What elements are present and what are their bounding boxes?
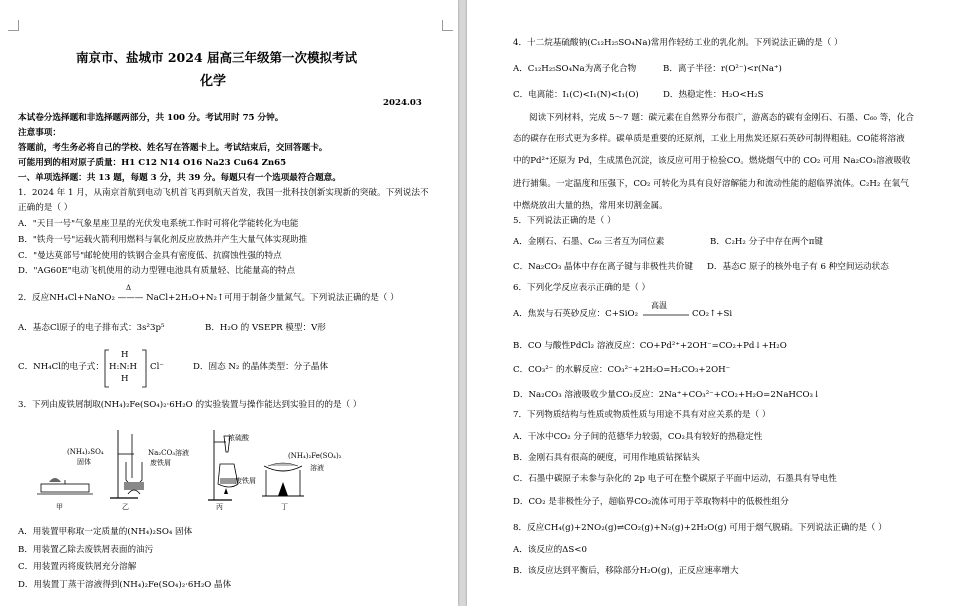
q3-option-d: D．用装置丁蒸干溶液得到(NH₄)₂Fe(SO₄)₂·6H₂O 晶体 xyxy=(18,580,232,590)
electron-dot-brackets xyxy=(104,349,148,389)
ding-reagent-label: (NH₄)₂Fe(SO₄)₂ xyxy=(288,452,342,460)
notice-body: 答题前，考生务必将自己的学校、姓名写在答题卡上。考试结束后，交回答题卡。 xyxy=(18,143,328,153)
q6-condition: 高温 xyxy=(651,301,667,310)
q5-option-a: A．金刚石、石墨、C₆₀ 三者互为同位素 xyxy=(513,237,665,247)
page-corner-mark xyxy=(442,20,453,31)
q6-stem: 6．下列化学反应表示正确的是（ ） xyxy=(513,283,651,293)
q2-option-d: D．固态 N₂ 的晶体类型：分子晶体 xyxy=(193,362,329,372)
jia-reagent-label: (NH₄)₂SO₄ xyxy=(67,448,104,456)
q8-stem: 8．反应CH₄(g)+2NO₂(g)⇌CO₂(g)+N₂(g)+2H₂O(g) 可用于烟气脱硝。下列说法正确的是（ ） xyxy=(513,523,887,533)
q3-option-b: B．用装置乙除去废铁屑表面的油污 xyxy=(18,545,154,555)
electron-dot-middle: H:N:H xyxy=(109,362,137,372)
document-page-right xyxy=(467,0,969,606)
yi-reagent-label: Na₂CO₃溶液 xyxy=(148,449,190,457)
q4-stem: 4．十二烷基硫酸钠(C₁₂H₂₅SO₄Na)常用作轻纺工业的乳化剂。下列说法正确的是（ ） xyxy=(513,38,843,48)
q6-option-d: D．Na₂CO₃ 溶液吸收少量CO₂反应：2Na⁺+CO₃²⁻+CO₂+H₂O=2NaHCO₃↓ xyxy=(513,390,821,400)
exam-info: 本试卷分选择题和非选择题两部分，共 100 分。考试用时 75 分钟。 xyxy=(18,113,284,123)
q5-option-c: C．Na₂CO₃ 晶体中存在离子键与非极性共价键 xyxy=(513,262,693,272)
q1-stem: 1．2024 年 1 月，从南京首航到电动飞机首飞再到航天首发，我国一批科技创新实现新的突破。下列说法不 xyxy=(18,188,429,198)
q6-option-a: A．焦炭与石英砂反应：C+SiO₂ xyxy=(513,309,639,319)
q1-option-d: D．"AG60E"电动飞机使用的动力型锂电池具有质量轻、比能量高的特点 xyxy=(18,266,296,276)
q7-option-a: A．干冰中CO₂ 分子间的范德华力较弱，CO₂具有较好的热稳定性 xyxy=(513,432,763,442)
q1-option-b: B．"铁舟一号"运载火箭利用燃料与氧化剂反应放热并产生大量气体实现助推 xyxy=(18,235,308,245)
exam-date: 2024.03 xyxy=(383,98,422,108)
q5-option-d: D．基态C 原子的核外电子有 6 种空间运动状态 xyxy=(707,262,889,272)
q6-reaction-arrow-line xyxy=(643,313,689,317)
q5-stem: 5．下列说法正确的是（ ） xyxy=(513,216,616,226)
reading-paragraph-line: 中的Pd²⁺还原为 Pd，生成黑色沉淀，该反应可用于检验CO。燃烧烟气中的 CO₂ 可用 Na₂CO₃溶液吸收 xyxy=(513,156,911,166)
bing-reagent-label: 浓硫酸 xyxy=(228,434,249,442)
electron-dot-top-h: H xyxy=(121,350,129,360)
q1-stem-cont: 正确的是（ ） xyxy=(18,203,73,213)
atomic-mass-line: 可能用到的相对原子质量：H1 C12 N14 O16 Na23 Cu64 Zn65 xyxy=(18,158,287,168)
ding-caption: 丁 xyxy=(281,503,288,511)
q7-option-c: C．石墨中碳原子未参与杂化的 2p 电子可在整个碳原子平面中运动，石墨具有导电性 xyxy=(513,474,837,484)
reading-paragraph-line: 中燃烧放出大量的热，常用来切割金属。 xyxy=(513,201,668,211)
q2-option-a: A．基态Cl原子的电子排布式：3s²3p⁵ xyxy=(18,323,165,333)
exam-title: 南京市、盐城市 2024 届高三年级第一次模拟考试 xyxy=(76,50,357,65)
document-page-left xyxy=(0,0,458,606)
jia-caption: 甲 xyxy=(56,503,63,511)
q5-option-b: B．C₂H₂ 分子中存在两个π键 xyxy=(710,237,823,247)
q6-option-a-products: CO₂↑+Si xyxy=(692,309,733,319)
q3-option-c: C．用装置丙将废铁屑充分溶解 xyxy=(18,562,137,572)
q8-option-b: B．该反应达到平衡后，移除部分H₂O(g)，正反应速率增大 xyxy=(513,566,739,576)
notice-heading: 注意事项： xyxy=(18,128,61,138)
q8-option-a: A．该反应的ΔS<0 xyxy=(513,545,587,555)
q1-option-c: C．"曼达莫部号"邮轮使用的铁钢合金具有密度低、抗腐蚀性强的特点 xyxy=(18,251,282,261)
reading-paragraph-line: 进行捕集。一定温度和压强下，CO₂ 可转化为具有良好溶解能力和流动性能的超临界流体。C₂H₂ 在氧气 xyxy=(513,179,909,189)
reading-paragraph-line: 态的碳存在形式更为多样。碳单质是重要的还原剂，工业上用焦炭还原石英砂可制得粗硅。CO能将溶液 xyxy=(513,134,905,144)
q1-option-a: A．"天目一号"气象星座卫星的光伏发电系统工作时可将化学能转化为电能 xyxy=(18,219,299,229)
q2-option-c: C．NH₄Cl的电子式： xyxy=(18,362,104,372)
q7-option-d: D．CO₂ 是非极性分子，超临界CO₂流体可用于萃取物料中的低极性组分 xyxy=(513,497,789,507)
q6-option-c: C．CO₃²⁻ 的水解反应：CO₃²⁻+2H₂O=H₂CO₃+2OH⁻ xyxy=(513,365,731,375)
subject-title: 化学 xyxy=(200,74,227,89)
q4-option-b: B．离子半径：r(O²⁻)<r(Na⁺) xyxy=(663,64,782,74)
q3-stem: 3．下列由废铁屑制取(NH₄)₂Fe(SO₄)₂·6H₂O 的实验装置与操作能达到实验目的的是（ ） xyxy=(18,400,362,410)
q3-option-a: A．用装置甲称取一定质量的(NH₄)₂SO₄ 固体 xyxy=(18,527,193,537)
reading-paragraph-line: 阅读下列材料，完成 5～7 题：碳元素在自然界分布很广，游离态的碳有金刚石、石墨、C₆₀ 等，化合 xyxy=(529,113,914,123)
q4-option-c: C．电离能：I₁(C)<I₁(N)<I₁(O) xyxy=(513,90,639,100)
yi-caption: 乙 xyxy=(122,503,129,511)
q4-option-d: D．热稳定性：H₂O<H₂S xyxy=(663,90,764,100)
q2-condition: Δ xyxy=(126,284,132,292)
yi-state-label: 废铁屑 xyxy=(150,459,171,467)
ding-state-label: 溶液 xyxy=(310,464,324,472)
q7-stem: 7．下列物质结构与性质或物质性质与用途不具有对应关系的是（ ） xyxy=(513,410,771,420)
q2-option-b: B．H₂O 的 VSEPR 模型：V形 xyxy=(205,323,326,333)
electron-dot-bottom-h: H xyxy=(121,374,129,384)
q4-option-a: A．C₁₂H₂₅SO₄Na为离子化合物 xyxy=(513,64,637,74)
q2-stem: 2．反应NH₄Cl+NaNO₂ ——— NaCl+2H₂O+N₂↑可用于制备少量氮气。下列说法正确的是（ ） xyxy=(18,293,399,303)
bing-state-label: 废铁屑 xyxy=(235,477,256,485)
electron-dot-chloride: Cl⁻ xyxy=(150,362,164,372)
bing-caption: 丙 xyxy=(216,503,223,511)
q7-option-b: B．金刚石具有很高的硬度，可用作地质钻探钻头 xyxy=(513,453,700,463)
q6-option-b: B．CO 与酸性PdCl₂ 溶液反应：CO+Pd²⁺+2OH⁻=CO₂+Pd↓+H₂O xyxy=(513,341,787,351)
section-heading: 一、单项选择题：共 13 题，每题 3 分，共 39 分。每题只有一个选项最符合题意。 xyxy=(18,173,341,183)
page-corner-mark xyxy=(8,20,19,31)
jia-state-label: 固体 xyxy=(77,458,91,466)
